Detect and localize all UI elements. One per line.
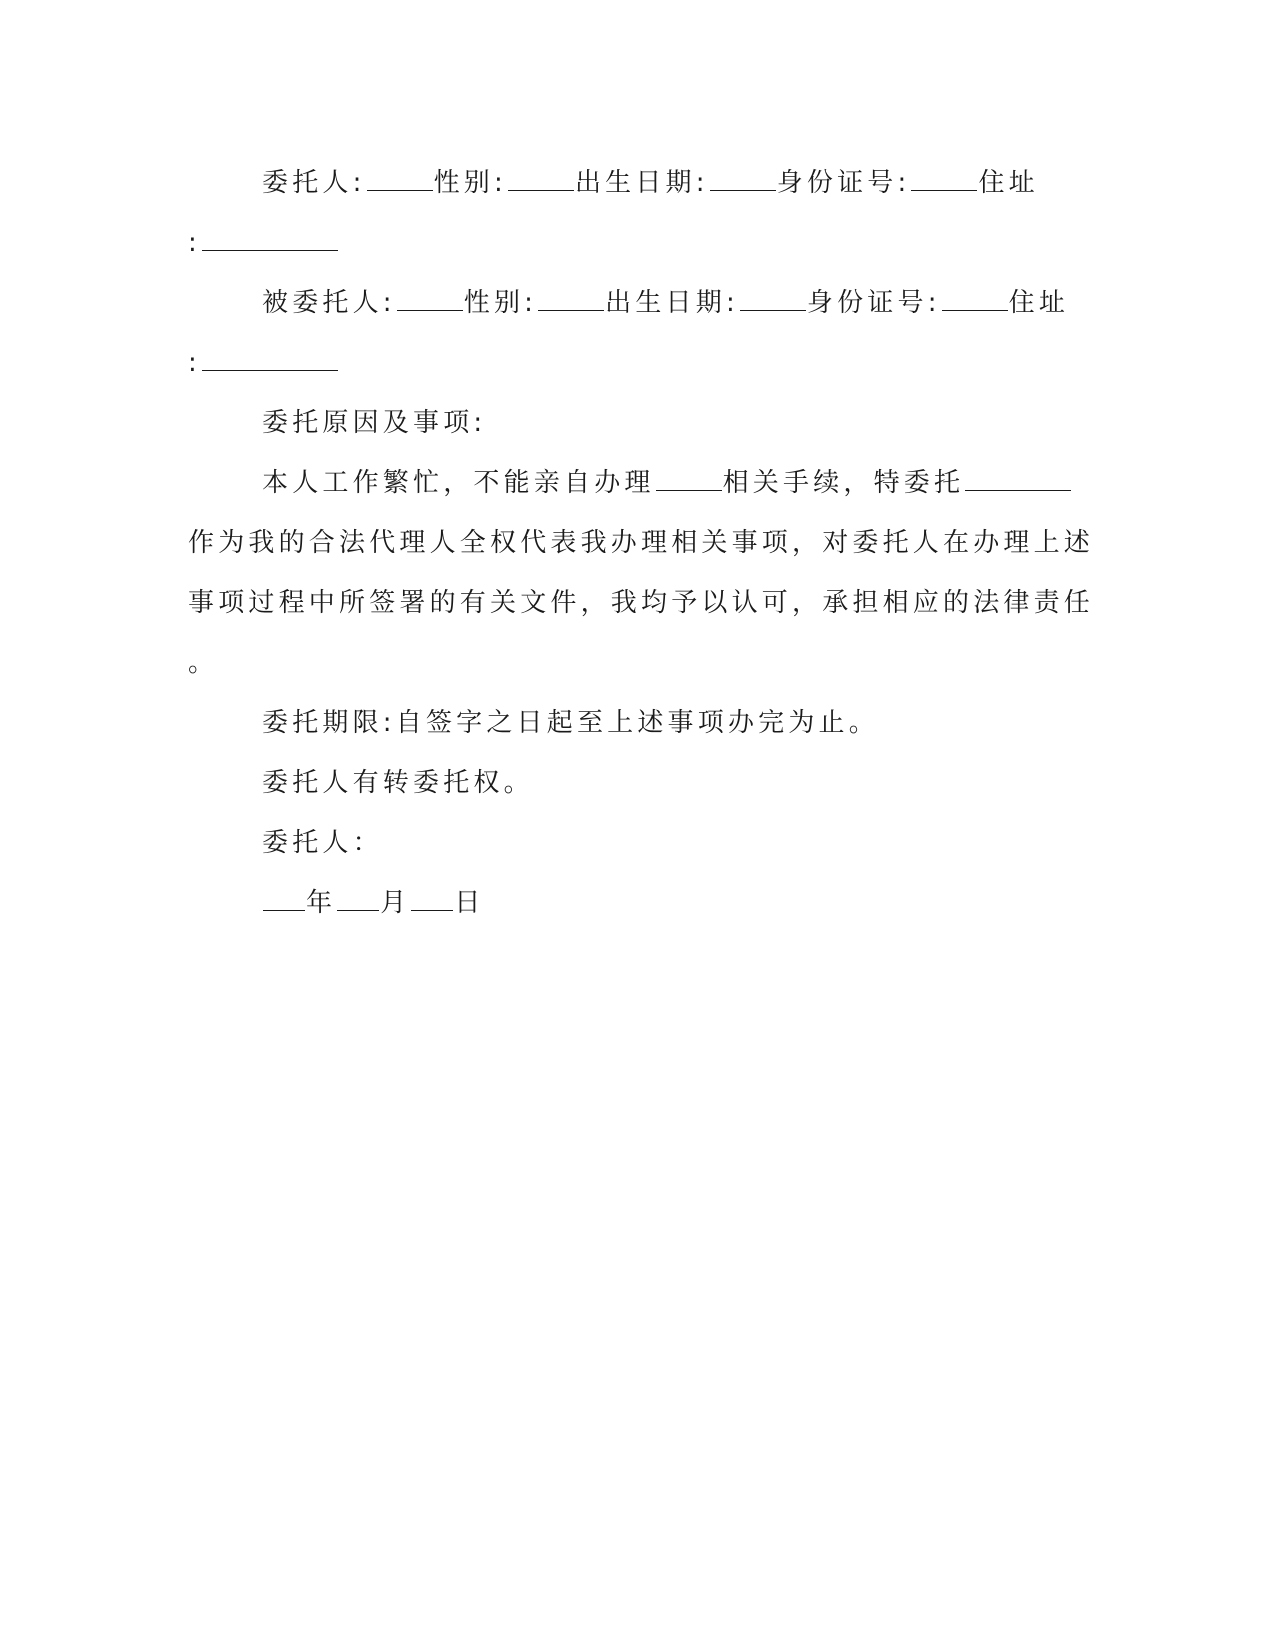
agent-address-colon: : [188, 348, 201, 378]
principal-name-blank [367, 188, 433, 191]
agent-id-blank [942, 308, 1008, 311]
principal-gender-blank [508, 188, 574, 191]
body-line-1 [262, 466, 1072, 500]
date-line [262, 886, 485, 920]
principal-address-colon: : [188, 228, 201, 258]
day-blank [411, 908, 453, 911]
sub-delegation-line: 委托人有转委托权。 [262, 768, 534, 798]
principal-id-label: 身份证号: [776, 168, 911, 198]
agent-info-line [262, 286, 1069, 320]
agent-gender-label: 性别: [463, 288, 538, 318]
body-line-1-start: 本人工作繁忙，不能亲自办理 [262, 468, 655, 498]
agent-address-line [188, 346, 339, 380]
principal-address-label: 住址 [978, 168, 1039, 198]
body-line-3: 事项过程中所签署的有关文件，我均予以认可，承担相应的法律责任 [188, 588, 1095, 618]
agent-name-inline-blank [965, 488, 1071, 491]
month-blank [337, 908, 379, 911]
principal-address-line [188, 226, 339, 260]
term-line: 委托期限:自签字之日起至上述事项办完为止。 [262, 708, 879, 738]
agent-id-label: 身份证号: [806, 288, 941, 318]
agent-name-blank [397, 308, 463, 311]
agent-gender-blank [538, 308, 604, 311]
principal-birth-blank [710, 188, 776, 191]
principal-info-line [262, 166, 1039, 200]
agent-address-label: 住址 [1008, 288, 1070, 318]
year-blank [263, 908, 305, 911]
agent-address-blank [202, 368, 338, 371]
principal-birth-label: 出生日期: [574, 168, 709, 198]
year-label: 年 [306, 888, 337, 918]
reason-heading: 委托原因及事项: [262, 408, 487, 438]
agent-birth-label: 出生日期: [605, 288, 739, 318]
principal-id-blank [911, 188, 977, 191]
agent-birth-blank [740, 308, 806, 311]
matter-blank [656, 488, 722, 491]
principal-gender-label: 性别: [433, 168, 507, 198]
day-label: 日 [454, 888, 485, 918]
signature-label: 委托人： [262, 828, 383, 858]
body-line-1-end: 相关手续，特委托 [722, 468, 965, 498]
principal-label: 委托人: [262, 168, 366, 198]
body-line-4: 。 [188, 648, 219, 678]
month-label: 月 [380, 888, 411, 918]
agent-label: 被委托人: [262, 288, 396, 318]
principal-address-blank [202, 248, 338, 251]
body-line-2: 作为我的合法代理人全权代表我办理相关事项，对委托人在办理上述 [188, 528, 1095, 558]
